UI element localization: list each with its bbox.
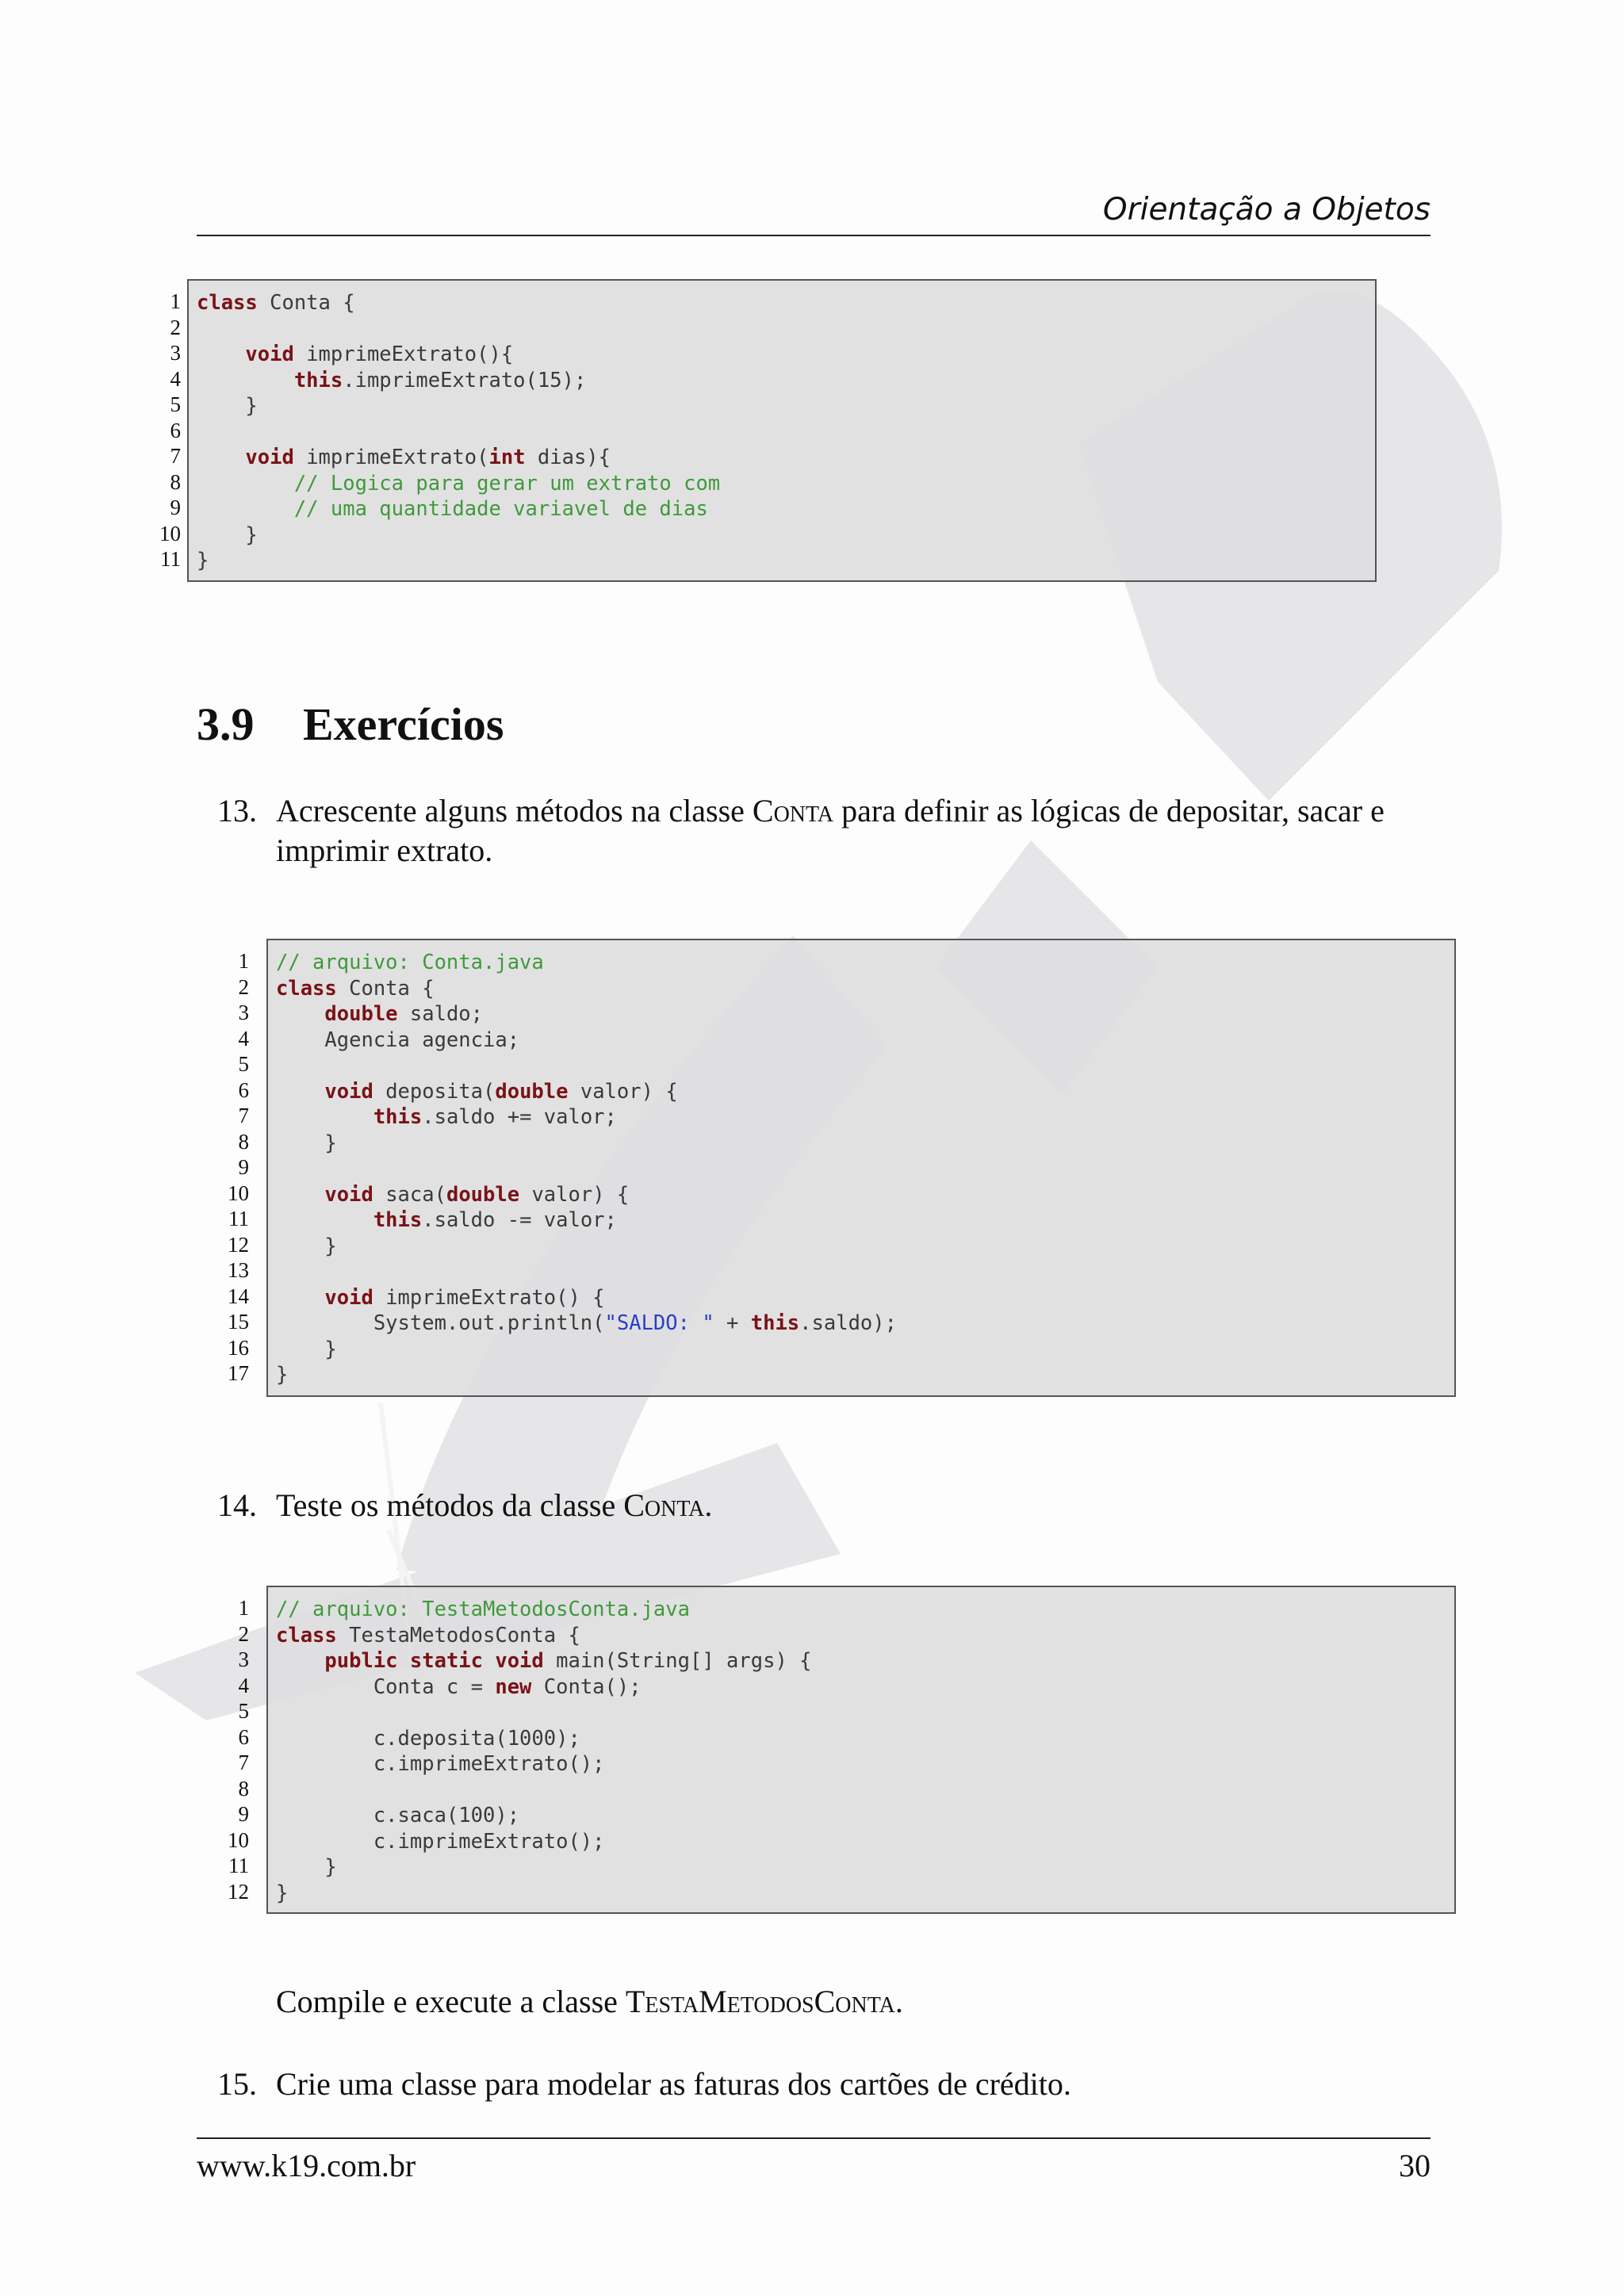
line-number: 2 bbox=[238, 974, 249, 999]
code-token: c.deposita(1000); bbox=[276, 1726, 580, 1751]
code-token: c.saca(100); bbox=[276, 1804, 520, 1827]
code-keyword: this bbox=[373, 1105, 423, 1129]
code-text bbox=[276, 1597, 1446, 1906]
line-numbers bbox=[211, 948, 249, 1387]
code-token: + bbox=[714, 1311, 751, 1335]
code-line bbox=[197, 342, 1367, 368]
line-number: 7 bbox=[238, 1751, 249, 1774]
line-number: 6 bbox=[238, 1077, 249, 1102]
code-string: "SALDO: " bbox=[604, 1311, 714, 1335]
code-token: .saldo += valor; bbox=[422, 1105, 617, 1129]
line-number: 8 bbox=[238, 1129, 249, 1154]
code-comment: // arquivo: TestaMetodosConta.java bbox=[276, 1598, 690, 1621]
code-token: } bbox=[276, 1234, 337, 1258]
line-number: 10 bbox=[228, 1827, 249, 1852]
code-comment: // arquivo: Conta.java bbox=[276, 951, 544, 974]
line-number: 13 bbox=[228, 1258, 249, 1282]
section-heading bbox=[197, 698, 504, 751]
code-line bbox=[276, 1104, 1446, 1131]
line-number: 10 bbox=[228, 1181, 249, 1205]
code-line bbox=[276, 1259, 1446, 1285]
code-token bbox=[276, 1183, 324, 1207]
code-token bbox=[276, 1649, 324, 1673]
class-name: TestaMetodosConta bbox=[625, 1984, 895, 2019]
footer-url: www.k19.com.br bbox=[197, 2148, 416, 2183]
code-text bbox=[276, 950, 1446, 1388]
code-line bbox=[276, 1854, 1446, 1881]
line-number: 11 bbox=[160, 547, 181, 571]
code-token: imprimeExtrato( bbox=[293, 446, 489, 469]
line-number: 6 bbox=[170, 418, 181, 442]
code-token: Agencia agencia; bbox=[276, 1027, 520, 1052]
footer-rule bbox=[197, 2137, 1431, 2139]
code-token: imprimeExtrato(){ bbox=[293, 342, 514, 366]
code-line bbox=[276, 1001, 1446, 1027]
line-number: 11 bbox=[228, 1854, 249, 1877]
code-line bbox=[276, 1131, 1446, 1157]
code-line bbox=[197, 419, 1367, 446]
line-number: 3 bbox=[170, 341, 181, 365]
line-number: 3 bbox=[238, 1001, 249, 1024]
code-token: Conta { bbox=[257, 291, 355, 315]
line-numbers bbox=[211, 1595, 249, 1904]
code-keyword: new bbox=[495, 1674, 532, 1699]
line-number: 8 bbox=[238, 1776, 249, 1800]
code-keyword: int bbox=[488, 446, 526, 469]
code-token: .imprimeExtrato(15); bbox=[343, 368, 587, 392]
code-line bbox=[276, 950, 1446, 976]
code-line bbox=[276, 1623, 1446, 1649]
line-number: 1 bbox=[170, 289, 181, 313]
code-keyword: class bbox=[276, 1623, 337, 1647]
line-number: 2 bbox=[170, 315, 181, 339]
code-token: valor) { bbox=[568, 1079, 678, 1104]
code-comment: // uma quantidade variavel de dias bbox=[293, 497, 708, 521]
code-block bbox=[187, 279, 1377, 582]
code-token bbox=[197, 342, 245, 366]
code-token: } bbox=[276, 1131, 337, 1155]
code-keyword: void bbox=[324, 1079, 373, 1104]
code-line bbox=[276, 1674, 1446, 1701]
line-number: 17 bbox=[228, 1361, 249, 1385]
code-token bbox=[197, 497, 294, 521]
line-number: 12 bbox=[228, 1879, 249, 1904]
code-token: c.imprimeExtrato(); bbox=[276, 1829, 605, 1854]
code-token: } bbox=[197, 522, 258, 547]
code-keyword: class bbox=[197, 291, 258, 315]
code-token: saca( bbox=[373, 1182, 446, 1207]
code-line bbox=[276, 1751, 1446, 1777]
code-line bbox=[276, 1053, 1446, 1079]
code-token: } bbox=[197, 549, 209, 572]
page-number: 30 bbox=[1399, 2148, 1431, 2183]
line-number: 1 bbox=[238, 1596, 249, 1620]
code-keyword: void bbox=[245, 446, 294, 469]
section-number: 3.9 bbox=[197, 698, 255, 750]
code-line bbox=[276, 1700, 1446, 1726]
line-number: 5 bbox=[238, 1699, 249, 1723]
code-token bbox=[197, 369, 294, 392]
code-line bbox=[276, 1234, 1446, 1260]
compile-note: Compile e execute a classe TestaMetodosConta. bbox=[276, 1984, 903, 2019]
code-text bbox=[197, 290, 1367, 574]
class-name: Conta bbox=[752, 793, 834, 828]
code-token: Conta { bbox=[336, 976, 435, 1001]
code-line bbox=[276, 1726, 1446, 1752]
line-number: 5 bbox=[238, 1052, 249, 1076]
line-number: 14 bbox=[228, 1284, 249, 1308]
code-token bbox=[276, 1080, 324, 1104]
code-line bbox=[276, 1027, 1446, 1054]
code-line bbox=[276, 1079, 1446, 1105]
code-keyword: this bbox=[293, 368, 343, 392]
exercise-text: Teste os métodos da classe Conta. bbox=[276, 1487, 713, 1523]
line-number: 9 bbox=[238, 1155, 249, 1179]
code-token: } bbox=[276, 1363, 289, 1387]
code-line bbox=[197, 368, 1367, 394]
line-number: 4 bbox=[170, 366, 181, 391]
code-token: } bbox=[197, 394, 258, 418]
exercise-number: 14. bbox=[217, 1487, 257, 1523]
code-keyword: double bbox=[495, 1079, 569, 1104]
code-token: } bbox=[276, 1855, 337, 1879]
code-token: TestaMetodosConta { bbox=[336, 1623, 580, 1647]
code-line bbox=[276, 1829, 1446, 1855]
code-token: Conta c = bbox=[276, 1674, 496, 1699]
code-token bbox=[197, 472, 294, 496]
code-comment: // Logica para gerar um extrato com bbox=[293, 471, 721, 496]
code-block bbox=[266, 1586, 1456, 1914]
exercise-number: 15. bbox=[217, 2066, 257, 2102]
line-number: 15 bbox=[228, 1310, 249, 1334]
code-keyword: class bbox=[276, 976, 337, 1001]
line-number: 10 bbox=[159, 521, 181, 545]
line-number: 7 bbox=[170, 444, 181, 468]
code-line bbox=[276, 1362, 1446, 1388]
code-token: imprimeExtrato() { bbox=[373, 1285, 605, 1310]
code-token: c.imprimeExtrato(); bbox=[276, 1752, 605, 1776]
code-line bbox=[276, 1803, 1446, 1829]
code-line bbox=[276, 1648, 1446, 1674]
code-token bbox=[276, 1105, 373, 1129]
code-line bbox=[197, 290, 1367, 316]
code-keyword: void bbox=[245, 342, 294, 366]
code-line bbox=[197, 316, 1367, 342]
line-number: 12 bbox=[228, 1232, 249, 1257]
code-token: System.out.println( bbox=[276, 1311, 605, 1335]
code-keyword: void bbox=[324, 1285, 373, 1310]
line-number: 2 bbox=[238, 1621, 249, 1646]
section-title: Exercícios bbox=[303, 698, 504, 750]
code-token: .saldo -= valor; bbox=[422, 1208, 617, 1232]
code-line bbox=[276, 1156, 1446, 1182]
code-token: dias){ bbox=[525, 446, 611, 469]
line-number: 3 bbox=[238, 1647, 249, 1671]
line-numbers bbox=[143, 289, 181, 572]
code-line bbox=[197, 522, 1367, 549]
code-keyword: this bbox=[750, 1311, 800, 1335]
code-token: valor) { bbox=[519, 1182, 630, 1207]
running-header-title: Orientação a Objetos bbox=[1102, 192, 1431, 228]
code-keyword: public static void bbox=[324, 1649, 544, 1673]
line-number: 9 bbox=[238, 1802, 249, 1826]
line-number: 8 bbox=[170, 469, 181, 494]
code-line bbox=[276, 1597, 1446, 1623]
code-line bbox=[276, 1311, 1446, 1337]
header-rule bbox=[197, 235, 1431, 236]
code-token: saldo; bbox=[397, 1002, 484, 1026]
code-keyword: this bbox=[373, 1208, 423, 1232]
code-block bbox=[266, 939, 1456, 1397]
exercise-number: 13. bbox=[217, 793, 257, 828]
line-number: 7 bbox=[238, 1104, 249, 1127]
class-name: Conta bbox=[623, 1487, 705, 1523]
line-number: 11 bbox=[228, 1207, 249, 1230]
code-line bbox=[197, 471, 1367, 497]
code-token bbox=[276, 1286, 324, 1310]
line-number: 5 bbox=[170, 392, 181, 416]
code-token: deposita( bbox=[373, 1079, 496, 1104]
code-line bbox=[197, 445, 1367, 471]
code-line bbox=[197, 496, 1367, 522]
code-line bbox=[197, 393, 1367, 419]
line-number: 16 bbox=[228, 1335, 249, 1360]
code-line bbox=[276, 1337, 1446, 1363]
line-number: 6 bbox=[238, 1724, 249, 1749]
code-token: Conta(); bbox=[531, 1674, 642, 1699]
code-token bbox=[197, 446, 245, 469]
exercise-text: Crie uma classe para modelar as faturas dos cartões de crédito. bbox=[276, 2066, 1071, 2102]
code-keyword: double bbox=[446, 1182, 520, 1207]
code-token bbox=[276, 1208, 373, 1232]
line-number: 4 bbox=[238, 1673, 249, 1697]
code-token: } bbox=[276, 1337, 337, 1361]
line-number: 4 bbox=[238, 1026, 249, 1050]
code-line bbox=[276, 1207, 1446, 1234]
code-keyword: void bbox=[324, 1182, 373, 1207]
code-line bbox=[276, 976, 1446, 1002]
code-line bbox=[276, 1881, 1446, 1907]
code-token bbox=[276, 1002, 324, 1026]
code-keyword: double bbox=[324, 1002, 398, 1026]
line-number: 1 bbox=[238, 949, 249, 973]
exercise-text: Acrescente alguns métodos na classe Conta para definir as lógicas de depositar, sacar e imprimir extrato. bbox=[276, 793, 1385, 868]
code-line bbox=[276, 1182, 1446, 1208]
code-line bbox=[197, 548, 1367, 574]
code-line bbox=[276, 1777, 1446, 1804]
line-number: 9 bbox=[170, 496, 181, 519]
code-line bbox=[276, 1285, 1446, 1311]
code-token: } bbox=[276, 1881, 289, 1905]
code-token: .saldo); bbox=[799, 1311, 897, 1335]
code-token: main(String[] args) { bbox=[543, 1649, 812, 1673]
